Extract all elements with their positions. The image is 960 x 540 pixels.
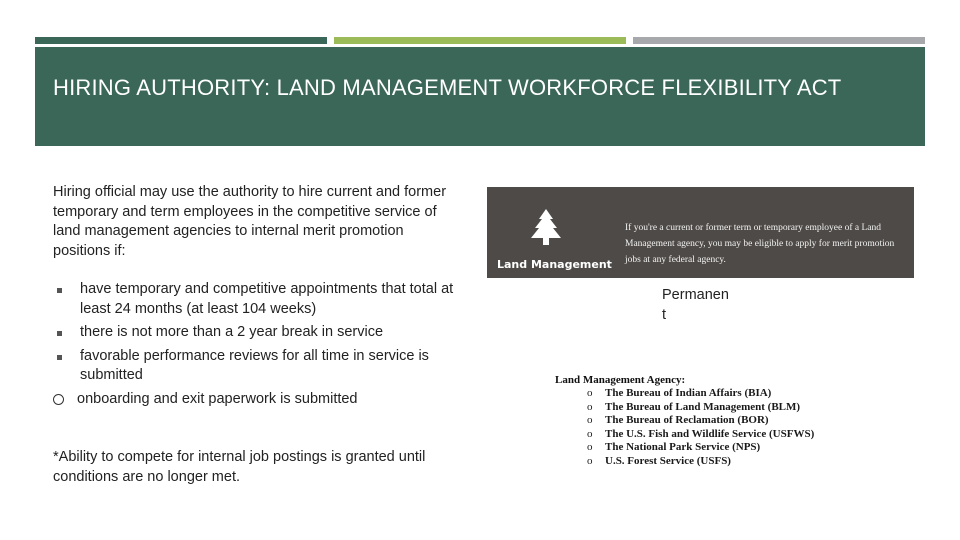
agency-item: o U.S. Forest Service (USFS) [587, 454, 731, 467]
eligibility-list [53, 280, 473, 413]
agency-item: o The National Park Service (NPS) [587, 441, 761, 454]
agency-list-image [555, 374, 814, 469]
title-banner [35, 47, 925, 146]
accent-bar-light-green [334, 37, 626, 44]
pine-tree-icon [529, 209, 563, 247]
banner-description: If you're a current or former term or temporary employee of a Land Management agency, you may be eligible to apply for merit promotion jobs at any federal agency. [625, 223, 895, 265]
footnote: *Ability to compete for internal job postings is granted until conditions are no longer met. [53, 449, 426, 485]
square-bullet-icon [57, 331, 62, 336]
agency-list-title: Land Management Agency: [555, 374, 686, 386]
list-item: onboarding and exit paperwork is submitted [53, 390, 473, 410]
agency-item: o The Bureau of Indian Affairs (BIA) [587, 387, 772, 399]
slide-title: HIRING AUTHORITY: LAND MANAGEMENT WORKFORCE FLEXIBILITY ACT [53, 75, 842, 100]
agency-item: o The Bureau of Land Management (BLM) [587, 400, 801, 413]
permanent-label: Permanen t [662, 287, 729, 323]
agency-item: o The Bureau of Reclamation (BOR) [587, 414, 769, 427]
accent-bar-dark-green [35, 37, 327, 44]
square-bullet-icon [57, 288, 62, 293]
list-item: have temporary and competitive appointments that total at least 24 months (at least 104 weeks) [53, 280, 473, 319]
agency-item: o The U.S. Fish and Wildlife Service (USFWS) [587, 427, 815, 440]
square-bullet-icon [57, 355, 62, 360]
circle-bullet-icon [53, 394, 64, 405]
list-item: there is not more than a 2 year break in service [53, 323, 473, 343]
banner-brand-name: Land Management [497, 258, 612, 271]
list-item: favorable performance reviews for all time in service is submitted [53, 347, 473, 386]
intro-paragraph: Hiring official may use the authority to hire current and former temporary and term employees in the competitive service of land management agencies to internal merit promotion positions if: [53, 184, 447, 259]
accent-bar-gray [633, 37, 925, 44]
land-management-banner-image [487, 187, 914, 278]
